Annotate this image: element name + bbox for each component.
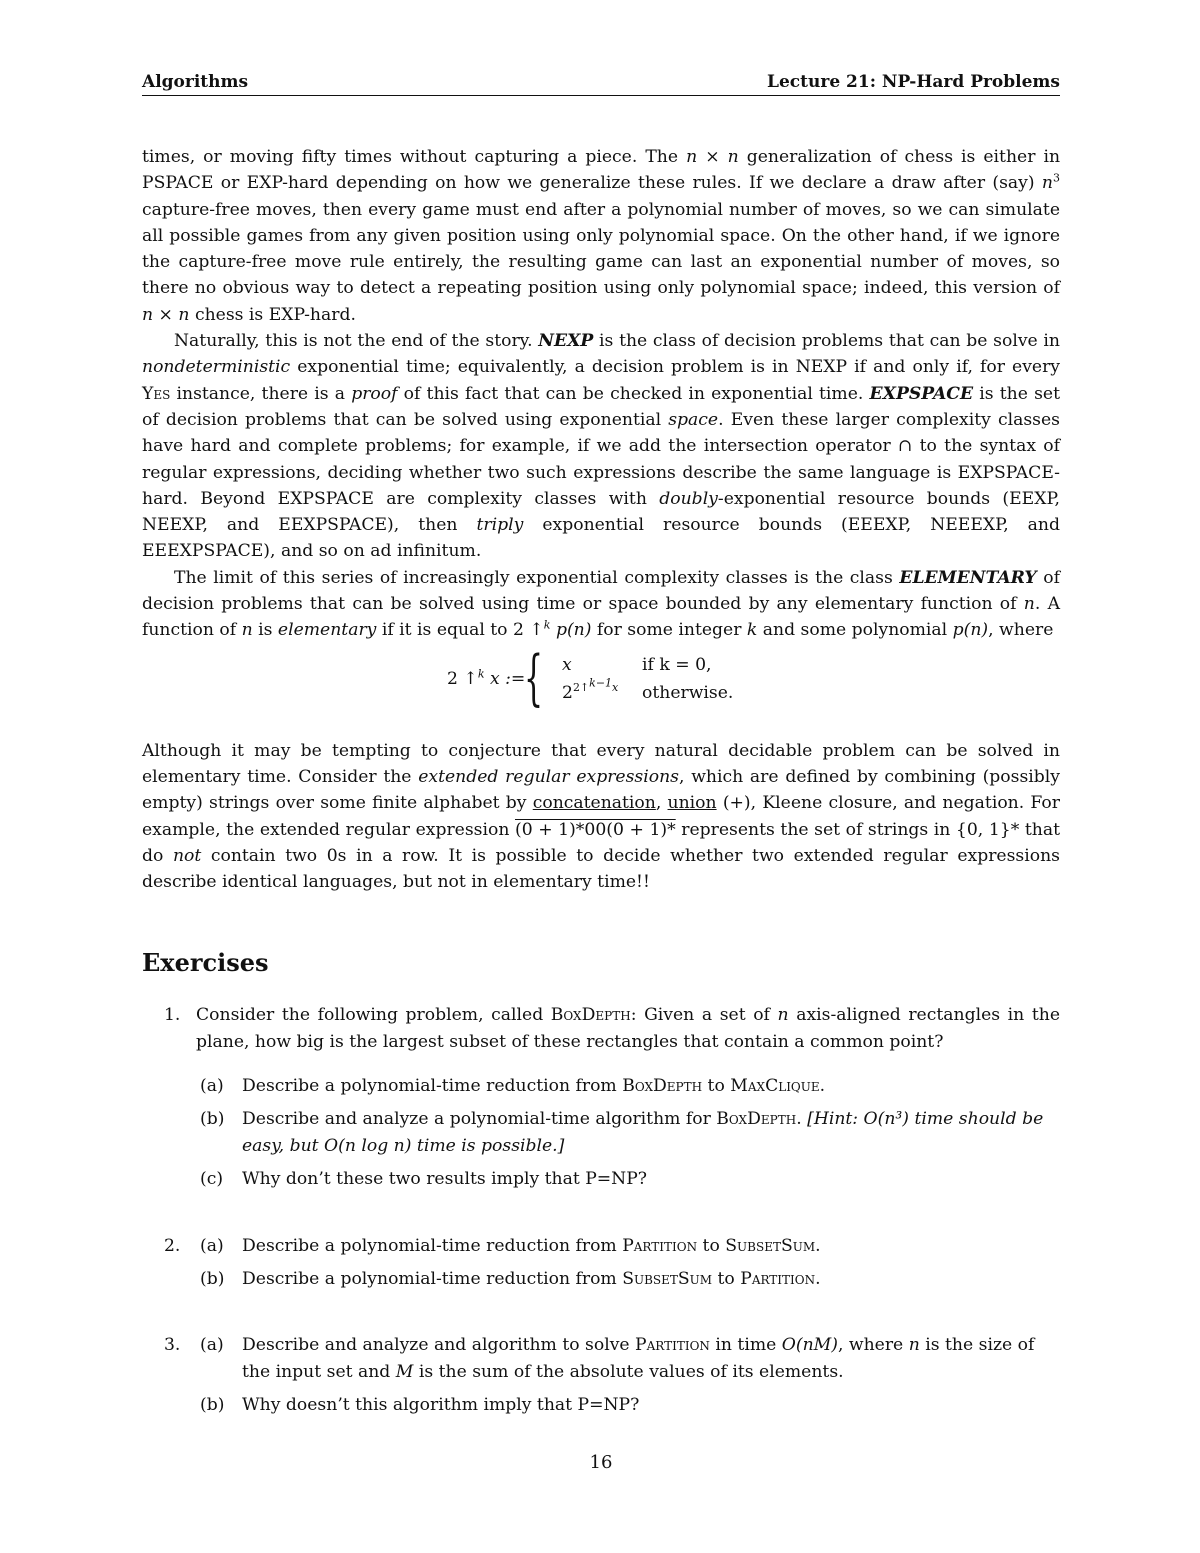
equation-condition-1: if k = 0, — [642, 654, 712, 675]
equation-condition-2: otherwise. — [642, 682, 734, 703]
body-text — [142, 144, 1060, 895]
page-number: 16 — [589, 1452, 613, 1473]
paragraph-chess: times, or moving fifty times without capturing a piece. The n × n generalization of chess is either in PSPACE or EXP-hard depending on how we generalize these rules. If we declare a draw after (say) $n^3$ capture-free moves, then every game must end after a polynomial number of moves, so we can simulate all possible games from any given position using only polynomial space. On the other hand, if we ignore the capture-free move rule entirely, the resulting game can last an exponential number of moves, so there no obvious way to detect a repeating position using only polynomial space; indeed, this version of n × n chess is EXP-hard. — [142, 147, 1061, 325]
paragraph-nexp: Naturally, this is not the end of the story. NEXP is the class of decision problems that can be solve in nondeterministic exponential time; equivalently, a decision problem is in NEXP if and only if, for every Yes instance, there is a proof of this fact that can be checked in exponential time. EXPSPACE is the set of decision problems that can be solved using exponential space. Even these larger complexity classes have hard and complete problems; for example, if we add the intersection operator ∩ to the syntax of regular expressions, deciding whether two such expressions describe the same language is EXPSPACE-hard. Beyond EXPSPACE are complexity classes with doubly-exponential resource bounds (EEXP, NEEXP, and EEXPSPACE), then triply exponential resource bounds (EEEXP, NEEEXP, and EEEXPSPACE), and so on ad infinitum. — [142, 331, 1061, 562]
equation-brace: { — [524, 642, 544, 713]
equation-case-2: $2^{2↑^{k-1}x}$ — [562, 676, 619, 703]
equation-lhs: 2 ↑$^k$ x := — [447, 666, 526, 689]
paragraph-elementary: The limit of this series of increasingly exponential complexity classes is the class ELEMENTARY of decision problems that can be solved using time or space bounded by any elementary function of n. A function of n is elementary if it is equal to 2 ↑$^k$ p(n) for some integer k and some polynomial p(n), where — [142, 567, 1060, 641]
equation-case-1: x — [562, 654, 572, 675]
section-title-exercises: Exercises — [142, 948, 269, 977]
header-left: Algorithms — [142, 72, 249, 92]
display-equation — [142, 642, 1060, 732]
running-header — [142, 72, 1060, 96]
header-right: Lecture 21: NP-Hard Problems — [767, 72, 1060, 92]
paragraph-ere: Although it may be tempting to conjecture that every natural decidable problem can be solved in elementary time. Consider the extended regular expressions, which are defined by combining (possibly empty) strings over some finite alphabet by concatenation, union (+), Kleene closure, and negation. For example, the extended regular expression (0 + 1)*00(0 + 1)* represents the set of strings in {0, 1}* that do not contain two 0s in a row. It is possible to decide whether two extended regular expressions describe identical languages, but not in elementary time!! — [142, 740, 1060, 893]
